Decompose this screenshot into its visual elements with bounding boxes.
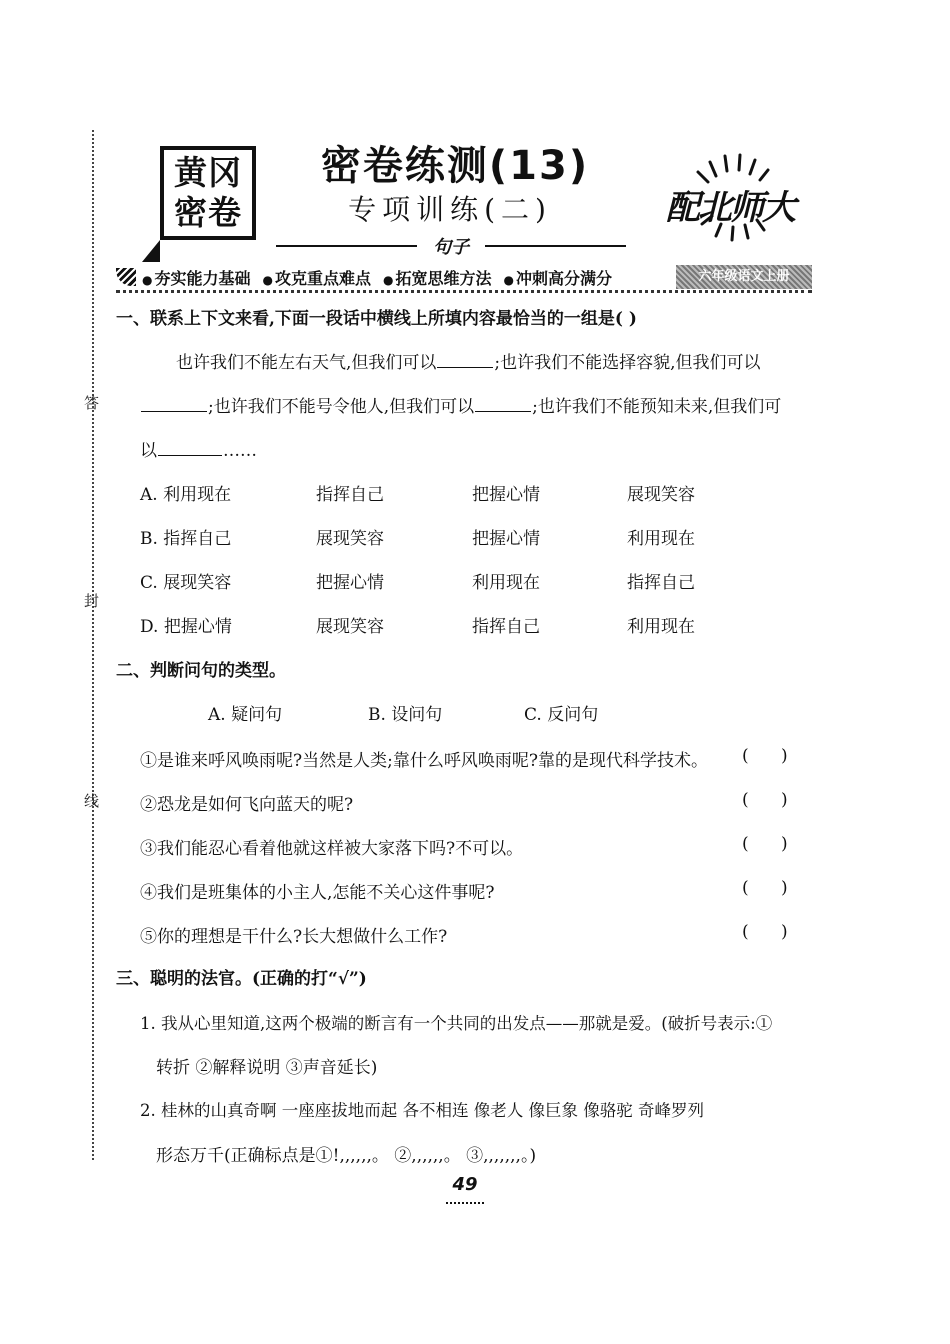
passage-line3-b: …… — [223, 441, 257, 461]
judge-q1-line2: 转折 ②解释说明 ③声音延长) — [156, 1058, 378, 1078]
option-a-col4: 展现笑容 — [627, 485, 695, 505]
page-subtitle: 专项训练(二) — [348, 193, 552, 226]
option-a-col2: 指挥自己 — [316, 485, 384, 505]
section3-heading: 三、聪明的法官。(正确的打“√”) — [116, 969, 367, 989]
option-a-col3: 把握心情 — [472, 485, 540, 505]
option-d-col2: 展现笑容 — [316, 617, 384, 637]
passage-line-3 — [140, 436, 257, 461]
option-b-col3: 把握心情 — [472, 529, 540, 549]
slogan-3: ● 拓宽思维方法 — [383, 266, 492, 289]
judge-q2-line2: 形态万千(正确标点是①!,,,,,,。 ②,,,,,,。 ③,,,,,,,。) — [156, 1146, 537, 1166]
judge-item-5: ⑤你的理想是干什么?长大想做什么工作? — [140, 927, 448, 947]
striped-corner-icon — [116, 268, 136, 286]
topic-label: 句子 — [433, 237, 469, 258]
page-number-ornament — [446, 1196, 484, 1204]
section2-heading: 二、判断问句的类型。 — [116, 661, 286, 681]
judge-item-4: ④我们是班集体的小主人,怎能不关心这件事呢? — [140, 883, 495, 903]
passage-line1-a: 也许我们不能左右天气,但我们可以 — [176, 353, 437, 373]
option-d-label[interactable]: D. 把握心情 — [140, 617, 232, 637]
passage-line-1 — [176, 348, 761, 373]
answer-blank-1[interactable] — [437, 353, 493, 368]
option-a-label[interactable]: A. 利用现在 — [140, 485, 232, 505]
grade-tag: 六年级语文上册 — [676, 265, 812, 289]
option-c-col4: 指挥自己 — [627, 573, 695, 593]
slogan-bar — [116, 264, 812, 290]
option-d-col4: 利用现在 — [627, 617, 695, 637]
judge-q1-line1: 1. 我从心里知道,这两个极端的断言有一个共同的出发点——那就是爱。(破折号表示:① — [140, 1014, 773, 1033]
question-type-c: C. 反问句 — [524, 705, 599, 725]
topic-row — [276, 234, 626, 258]
question-type-b: B. 设问句 — [368, 705, 443, 725]
answer-blank-3[interactable] — [475, 397, 531, 412]
edition-brand: 配北师大 — [666, 188, 794, 228]
binding-dotted-line — [92, 130, 94, 1160]
option-b-label[interactable]: B. 指挥自己 — [140, 529, 232, 549]
option-c-col3: 利用现在 — [472, 573, 540, 593]
slogan-4: ● 冲刺高分满分 — [504, 266, 613, 289]
option-c-col2: 把握心情 — [316, 573, 384, 593]
page-number: 49 — [452, 1174, 478, 1195]
question-type-a: A. 疑问句 — [208, 705, 283, 725]
answer-paren-5[interactable]: ( ) — [742, 922, 788, 942]
option-d-col3: 指挥自己 — [472, 617, 540, 637]
answer-paren-3[interactable]: ( ) — [742, 834, 788, 854]
passage-line1-b: ;也许我们不能选择容貌,但我们可以 — [494, 353, 761, 373]
passage-line3-a: 以 — [140, 441, 157, 461]
answer-paren-2[interactable]: ( ) — [742, 790, 788, 810]
option-b-col2: 展现笑容 — [316, 529, 384, 549]
logo-line-2: 密卷 — [174, 193, 242, 232]
judge-item-2: ②恐龙是如何飞向蓝天的呢? — [140, 795, 354, 815]
topic-rule-left — [276, 245, 417, 247]
header-dotted-divider — [116, 290, 812, 293]
binding-char-3: 线 — [84, 792, 100, 810]
answer-blank-4[interactable] — [158, 441, 222, 456]
logo-line-1: 黄冈 — [174, 153, 242, 192]
answer-blank-2[interactable] — [141, 397, 207, 412]
option-c-label[interactable]: C. 展现笑容 — [140, 573, 232, 593]
judge-q2-line1: 2. 桂林的山真奇啊 一座座拔地而起 各不相连 像老人 像巨象 像骆驼 奇峰罗列 — [140, 1101, 704, 1120]
answer-paren-4[interactable]: ( ) — [742, 878, 788, 898]
passage-line2-a: ;也许我们不能号令他人,但我们可以 — [208, 397, 475, 417]
corner-triangle-icon — [142, 240, 160, 262]
option-b-col4: 利用现在 — [627, 529, 695, 549]
topic-rule-right — [485, 245, 626, 247]
answer-paren-1[interactable]: ( ) — [742, 746, 788, 766]
series-logo — [160, 146, 256, 240]
slogan-2: ● 攻克重点难点 — [263, 266, 372, 289]
binding-char-2: 封 — [84, 592, 100, 610]
judge-item-1: ①是谁来呼风唤雨呢?当然是人类;靠什么呼风唤雨呢?靠的是现代科学技术。 — [140, 751, 708, 771]
page-title: 密卷练测(13) — [320, 143, 590, 189]
section1-heading: 一、联系上下文来看,下面一段话中横线上所填内容最恰当的一组是( ) — [116, 309, 637, 329]
binding-char-1: 答 — [84, 394, 100, 412]
slogan-1: ● 夯实能力基础 — [142, 266, 251, 289]
passage-line-2 — [140, 392, 781, 417]
judge-item-3: ③我们能忍心看着他就这样被大家落下吗?不可以。 — [140, 839, 524, 859]
passage-line2-b: ;也许我们不能预知未来,但我们可 — [532, 397, 782, 417]
